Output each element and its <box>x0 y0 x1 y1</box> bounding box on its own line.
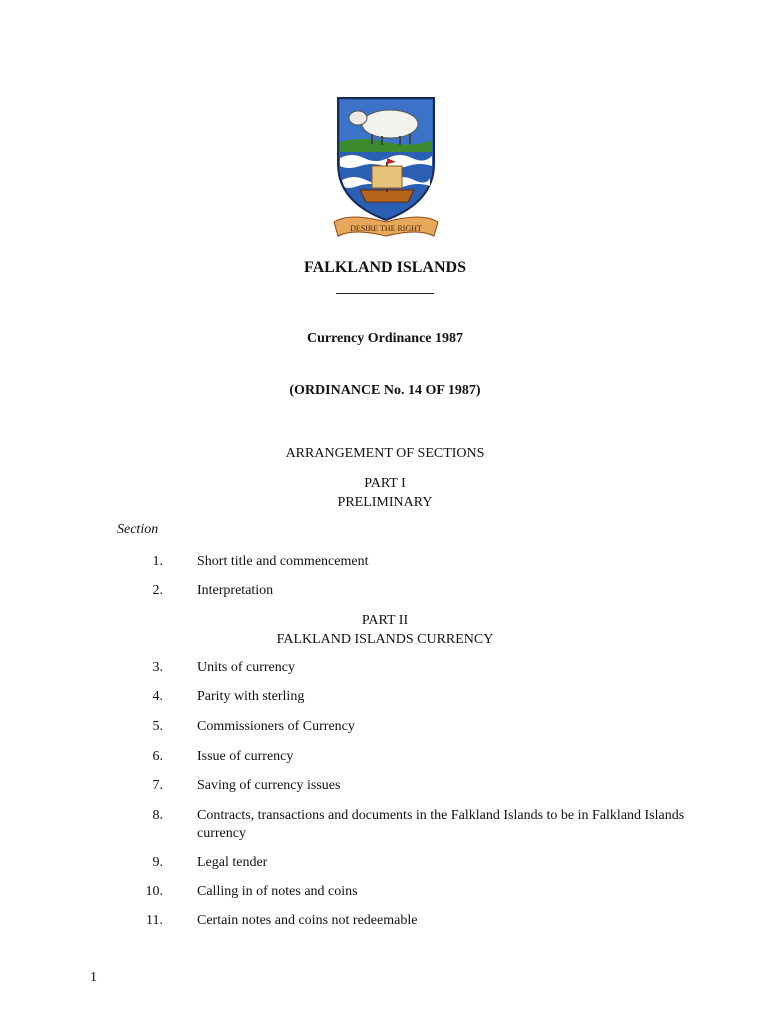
page-number: 1 <box>90 970 97 985</box>
section-title: Certain notes and coins not redeemable <box>197 913 418 928</box>
section-title: Legal tender <box>197 855 268 870</box>
section-title: Short title and commencement <box>197 554 369 569</box>
section-number: 8. <box>152 808 163 823</box>
section-number: 10. <box>145 884 163 899</box>
part-title: PRELIMINARY <box>337 495 433 510</box>
section-number: 2. <box>152 583 163 598</box>
part-label: PART II <box>361 613 409 628</box>
document-title: FALKLAND ISLANDS <box>304 259 466 276</box>
section-number: 5. <box>152 719 163 734</box>
section-title: Interpretation <box>197 583 274 598</box>
section-number: 4. <box>152 689 163 704</box>
arrangement-heading: ARRANGEMENT OF SECTIONS <box>285 446 485 461</box>
section-title: Saving of currency issues <box>197 778 341 793</box>
part-1-heading <box>0 474 770 512</box>
ordinance-number: (ORDINANCE No. 14 OF 1987) <box>289 383 481 398</box>
section-title: Calling in of notes and coins <box>197 884 358 899</box>
section-number: 11. <box>146 913 163 928</box>
section-number: 1. <box>152 554 163 569</box>
ordinance-title: Currency Ordinance 1987 <box>306 331 464 346</box>
crest-shield-icon <box>330 94 442 240</box>
section-number: 3. <box>152 660 163 675</box>
title-divider <box>336 293 434 294</box>
section-number: 6. <box>152 749 163 764</box>
part-2-heading <box>0 611 770 649</box>
section-number: 7. <box>152 778 163 793</box>
svg-text:DESIRE THE RIGHT: DESIRE THE RIGHT <box>350 224 422 233</box>
section-number: 9. <box>152 855 163 870</box>
section-title: Parity with sterling <box>197 689 305 704</box>
coat-of-arms <box>330 94 442 240</box>
part-title: FALKLAND ISLANDS CURRENCY <box>276 632 494 647</box>
section-title: Commissioners of Currency <box>197 719 355 734</box>
section-title: Contracts, transactions and documents in the Falkland Islands to be in Falkland Islands currency <box>197 808 685 841</box>
section-title: Units of currency <box>197 660 295 675</box>
part-label: PART I <box>364 476 406 491</box>
section-title: Issue of currency <box>197 749 294 764</box>
section-column-label: Section <box>117 522 159 537</box>
